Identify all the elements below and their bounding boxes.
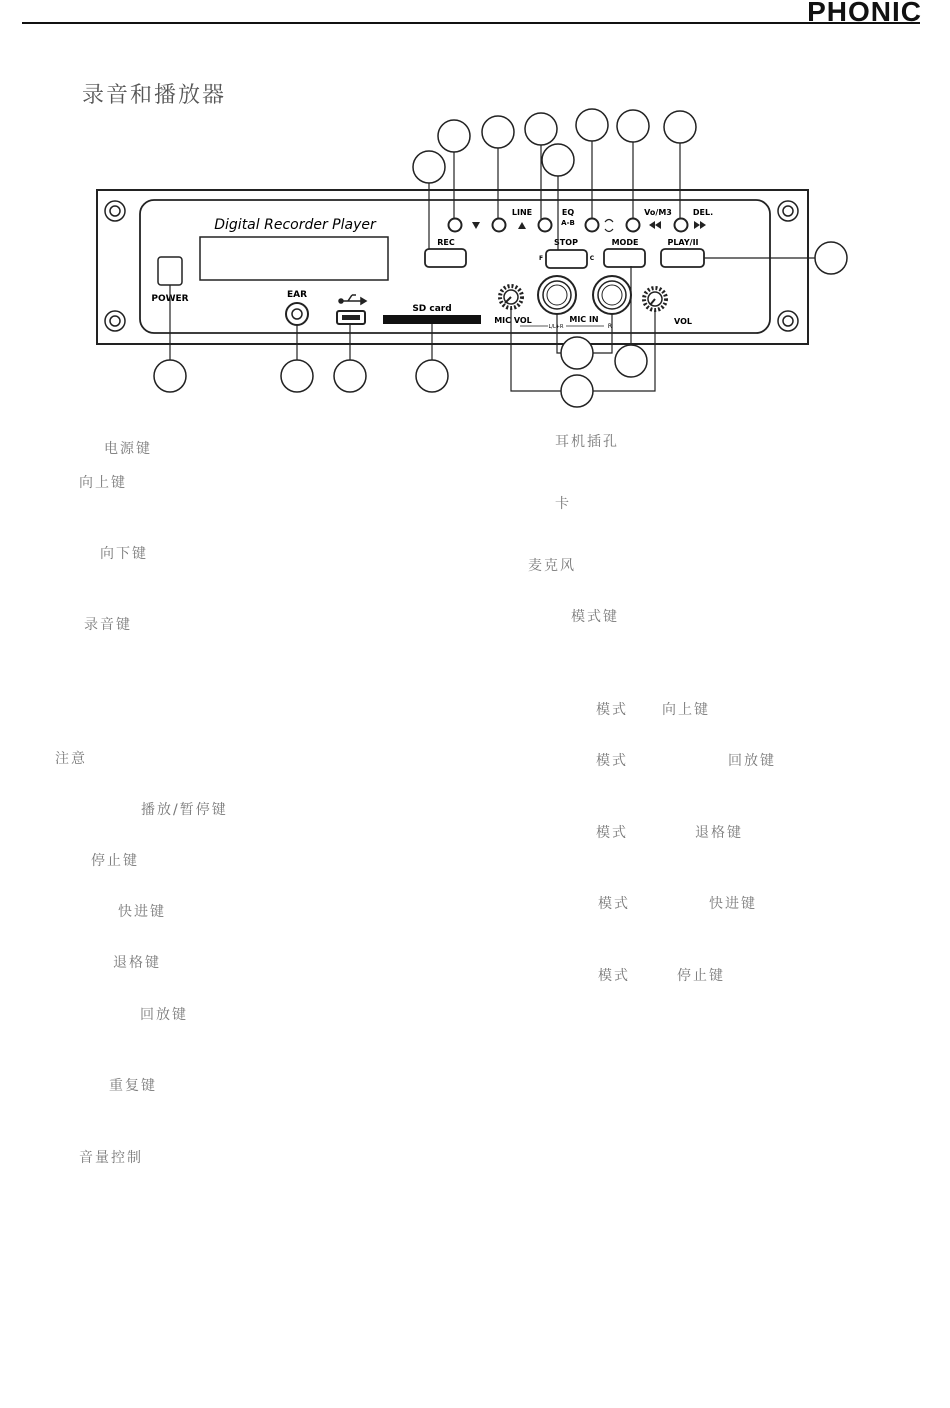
up-key[interactable] (539, 219, 552, 232)
label-mode-5: 模式 (598, 968, 630, 984)
brand-logo: PHONIC (807, 0, 922, 27)
label-mode-key: 模式键 (571, 609, 619, 625)
page-title: 录音和播放器 (82, 83, 227, 108)
vom3-label: Vo/M3 (644, 208, 672, 217)
lr-label: L/L+R (548, 324, 564, 330)
rewind-key[interactable] (675, 219, 688, 232)
eq-label: EQ (561, 208, 575, 217)
label-power-key: 电源键 (104, 441, 152, 457)
label-volume-control: 音量控制 (79, 1150, 143, 1166)
mode-label: MODE (611, 238, 639, 247)
label-mode-2: 模式 (596, 753, 628, 769)
mode-button[interactable] (604, 249, 645, 267)
label-mode-1: 模式 (596, 702, 628, 718)
rewind-icon (649, 221, 655, 229)
stop-button[interactable] (546, 250, 587, 268)
label-rec-key: 录音键 (84, 617, 132, 633)
repeat-icon (605, 220, 613, 232)
label-card: 卡 (555, 496, 571, 512)
sd-card-slot[interactable] (383, 315, 481, 324)
label-mode-fast-forward-key: 快进键 (709, 896, 757, 912)
fast-forward-icon (694, 221, 700, 229)
rec-led (449, 219, 462, 232)
ab-label: A-B (561, 219, 575, 227)
play-pause-button[interactable] (661, 249, 704, 267)
ear-label: EAR (286, 290, 308, 300)
r-label: R (607, 323, 613, 330)
label-down-key: 向下键 (100, 546, 148, 562)
mic-vol-knob[interactable] (500, 286, 522, 308)
label-repeat-key: 重复键 (109, 1078, 157, 1094)
rec-button[interactable] (425, 249, 466, 267)
play-label: PLAY/II (667, 238, 699, 247)
power-switch[interactable] (158, 257, 182, 285)
label-mode-rewind-key: 退格键 (695, 825, 743, 841)
down-key[interactable] (493, 219, 506, 232)
label-replay-key: 回放键 (140, 1007, 188, 1023)
label-microphone: 麦克风 (528, 558, 576, 574)
mic-in-label: MIC IN (569, 315, 599, 324)
down-arrow-icon (472, 222, 480, 229)
vol-knob[interactable] (644, 288, 666, 310)
label-play-pause-key: 播放/暂停键 (141, 802, 228, 818)
label-note: 注意 (55, 751, 87, 767)
label-ear-jack: 耳机插孔 (555, 434, 619, 450)
line-label: LINE (511, 208, 533, 217)
sd-card-label: SD card (412, 304, 452, 314)
device-name: Digital Recorder Player (214, 217, 376, 233)
ear-jack[interactable] (286, 303, 308, 325)
vol-label: VOL (674, 317, 692, 326)
del-label: DEL. (692, 208, 714, 217)
replay-key[interactable] (627, 219, 640, 232)
c-label: C (589, 255, 595, 262)
label-mode-stop-key: 停止键 (677, 968, 725, 984)
f-label: F (538, 255, 544, 262)
device-diagram (0, 0, 950, 420)
lcd-display (200, 237, 388, 280)
label-mode-3: 模式 (596, 825, 628, 841)
repeat-key[interactable] (586, 219, 599, 232)
up-arrow-icon (518, 222, 526, 229)
usb-icon (339, 295, 366, 304)
mic-in-jack-right[interactable] (593, 276, 631, 314)
label-up-key: 向上键 (79, 475, 127, 491)
mic-vol-label: MIC VOL (494, 316, 532, 325)
rec-label: REC (437, 238, 455, 247)
power-label: POWER (151, 294, 189, 304)
mic-in-jack-left[interactable] (538, 276, 576, 314)
label-mode-4: 模式 (598, 896, 630, 912)
label-rewind-key: 退格键 (113, 955, 161, 971)
callout-lines (170, 141, 815, 391)
label-fast-forward-key: 快进键 (118, 904, 166, 920)
label-mode-replay-key: 回放键 (728, 753, 776, 769)
label-mode-up-key: 向上键 (662, 702, 710, 718)
stop-label: STOP (554, 238, 578, 247)
label-stop-key: 停止键 (91, 853, 139, 869)
